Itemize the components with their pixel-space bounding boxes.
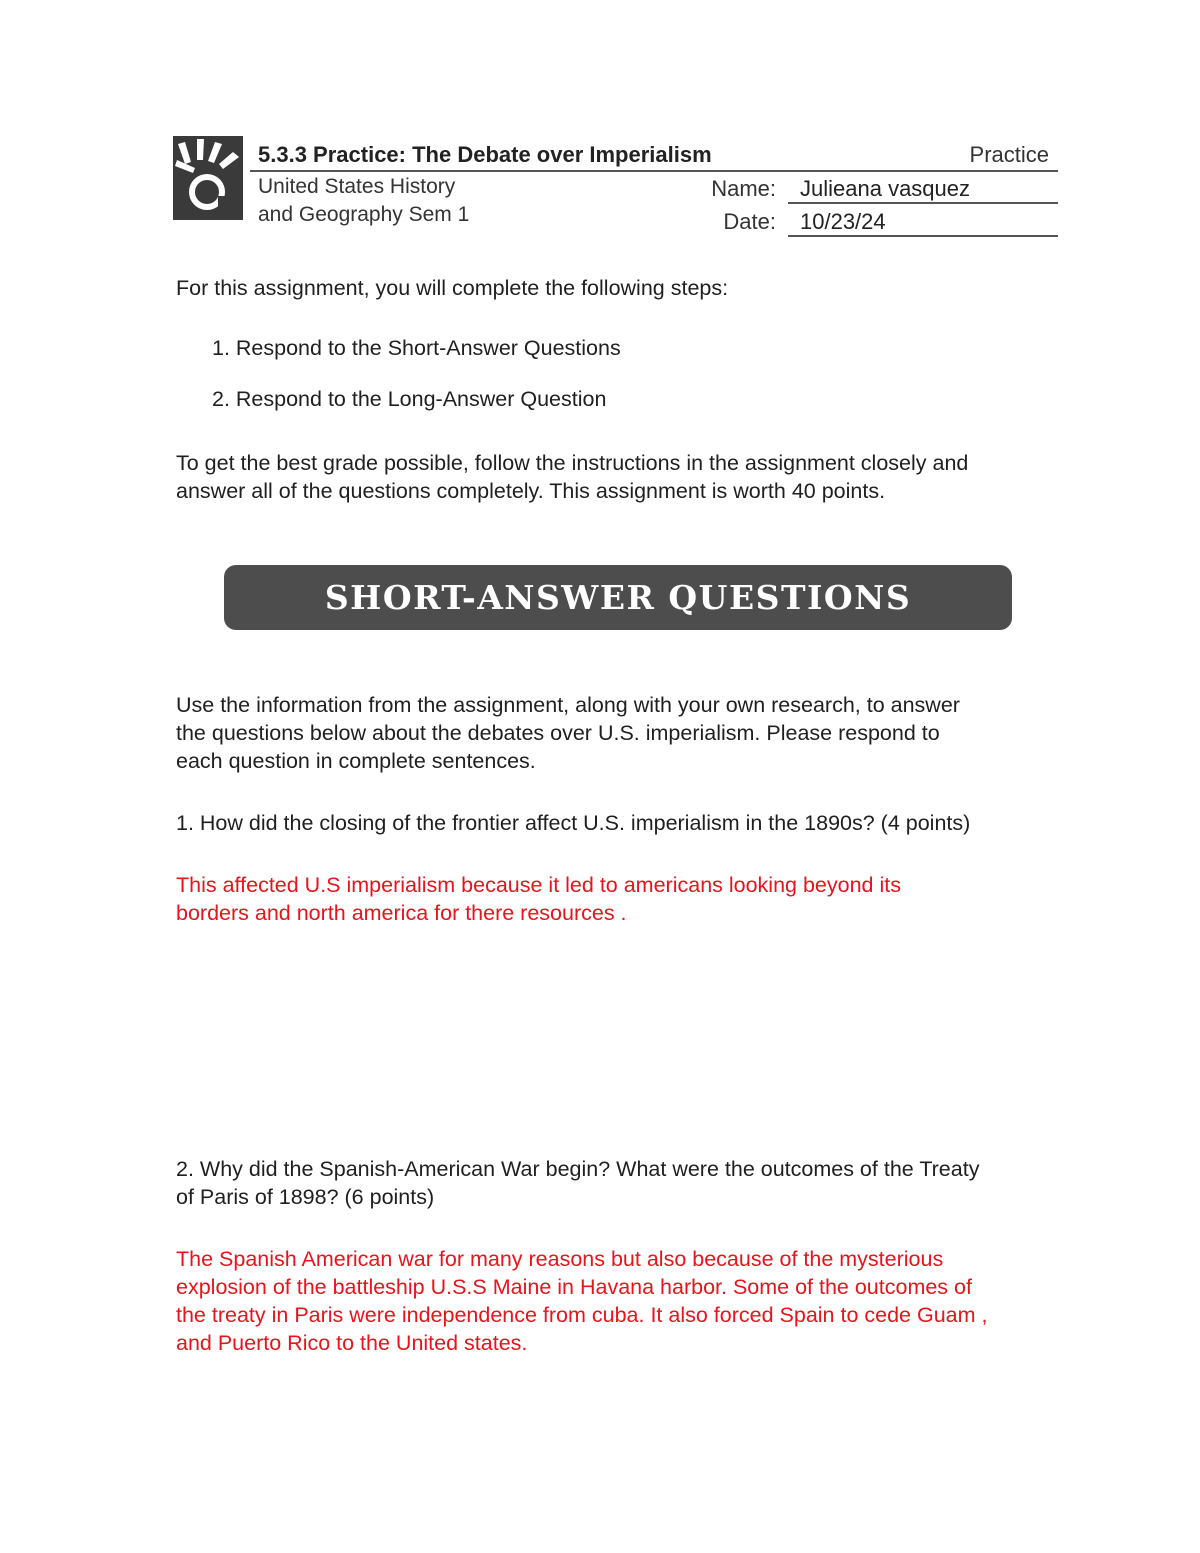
answer-line: borders and north america for there resources . xyxy=(176,901,627,925)
instructions-line: each question in complete sentences. xyxy=(176,749,536,773)
step-item: 2. Respond to the Long-Answer Question xyxy=(212,387,607,411)
question-line: 2. Why did the Spanish-American War begin? What were the outcomes of the Treaty xyxy=(176,1157,980,1181)
question-2 xyxy=(176,1155,1076,1211)
answer-2[interactable] xyxy=(176,1245,1076,1357)
date-value[interactable]: 10/23/24 xyxy=(800,209,886,234)
course-line-2: and Geography Sem 1 xyxy=(258,203,470,226)
answer-line: and Puerto Rico to the United states. xyxy=(176,1331,528,1355)
question-1 xyxy=(176,809,1076,837)
steps-list xyxy=(212,336,621,438)
intro-text: For this assignment, you will complete the following steps: xyxy=(176,276,729,300)
answer-line: the treaty in Paris were independence from cuba. It also forced Spain to cede Guam , xyxy=(176,1303,988,1327)
assignment-type: Practice xyxy=(969,142,1049,167)
question-line: 1. How did the closing of the frontier affect U.S. imperialism in the 1890s? (4 points) xyxy=(176,811,971,835)
date-underline xyxy=(788,235,1058,237)
answer-line: explosion of the battleship U.S.S Maine in Havana harbor. Some of the outcomes of xyxy=(176,1275,972,1299)
section-instructions xyxy=(176,691,1066,775)
course-line-1: United States History xyxy=(258,175,456,198)
date-label: Date: xyxy=(723,209,776,234)
section-banner xyxy=(224,565,1012,630)
grading-line: To get the best grade possible, follow the instructions in the assignment closely and xyxy=(176,451,969,475)
grading-line: answer all of the questions completely. This assignment is worth 40 points. xyxy=(176,479,886,503)
question-line: of Paris of 1898? (6 points) xyxy=(176,1185,435,1209)
assignment-title: 5.3.3 Practice: The Debate over Imperialism xyxy=(258,142,712,167)
name-label: Name: xyxy=(711,176,776,201)
answer-line: This affected U.S imperialism because it led to americans looking beyond its xyxy=(176,873,901,897)
name-underline xyxy=(788,202,1058,204)
instructions-line: Use the information from the assignment, along with your own research, to answer xyxy=(176,693,960,717)
header-divider xyxy=(250,170,1058,172)
course-name xyxy=(258,173,469,229)
name-value[interactable]: Julieana vasquez xyxy=(800,176,971,201)
answer-1[interactable] xyxy=(176,871,1076,927)
answer-line: The Spanish American war for many reasons but also because of the mysterious xyxy=(176,1247,944,1271)
grading-note xyxy=(176,449,1066,505)
section-banner-label: SHORT-ANSWER QUESTIONS xyxy=(324,578,912,617)
step-item: 1. Respond to the Short-Answer Questions xyxy=(212,336,621,360)
instructions-line: the questions below about the debates over U.S. imperialism. Please respond to xyxy=(176,721,940,745)
sunburst-logo-icon xyxy=(173,136,243,220)
